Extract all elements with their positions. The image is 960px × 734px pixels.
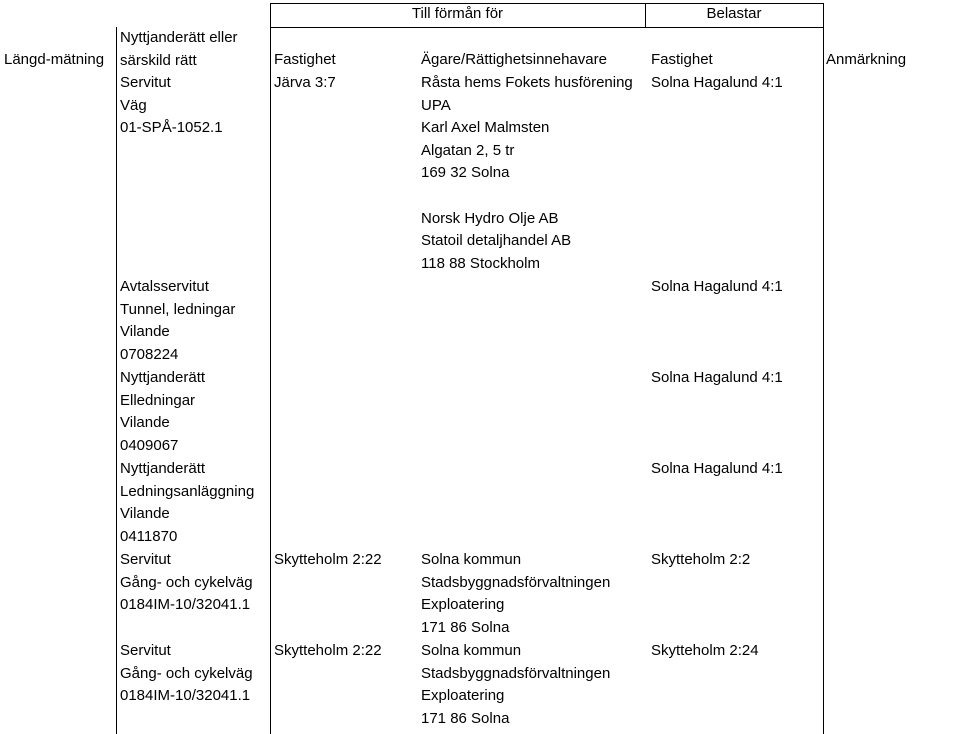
col-header-fastighet-till: Fastighet bbox=[274, 51, 336, 68]
rule-col-left bbox=[116, 27, 117, 734]
row-4-agare bbox=[421, 549, 610, 639]
row-0-fastighet: Järva 3:7 bbox=[274, 74, 336, 91]
row-5-agare bbox=[421, 640, 610, 730]
row-4-fastighet: Skytteholm 2:22 bbox=[274, 551, 382, 568]
col-header-agare: Ägare/Rättighetsinnehavare bbox=[421, 51, 607, 68]
row-0-agare-line: 118 88 Stockholm bbox=[421, 254, 540, 272]
group-header-till: Till förmån för bbox=[411, 5, 504, 22]
row-3-right bbox=[120, 458, 254, 548]
row-0-agare-line: Algatan 2, 5 tr bbox=[421, 141, 515, 159]
row-4-right-line: 0184IM-10/32041.1 bbox=[120, 596, 251, 614]
row-5-right-line: Gång- och cykelväg bbox=[120, 664, 253, 682]
row-4-agare-line: Stadsbyggnadsförvaltningen bbox=[421, 573, 611, 591]
row-2-belastar: Solna Hagalund 4:1 bbox=[651, 369, 783, 386]
row-4-agare-line: 171 86 Solna bbox=[421, 618, 510, 636]
col-header-nyttjande-line1: Nyttjanderätt eller bbox=[120, 29, 238, 46]
row-0-agare-line bbox=[421, 185, 633, 208]
row-3-right-line: Vilande bbox=[120, 505, 170, 523]
row-4-right-line: Gång- och cykelväg bbox=[120, 573, 253, 591]
row-0-agare-line: UPA bbox=[421, 96, 451, 114]
row-3-right-line: Nyttjanderätt bbox=[120, 460, 206, 477]
row-0-agare-line: Karl Axel Malmsten bbox=[421, 119, 550, 137]
row-4-belastar: Skytteholm 2:2 bbox=[651, 551, 751, 568]
rule-col-right-end bbox=[823, 3, 824, 734]
row-1-right-line: Vilande bbox=[120, 323, 170, 341]
col-header-nyttjande-line2: särskild rätt bbox=[120, 51, 197, 69]
row-1-belastar: Solna Hagalund 4:1 bbox=[651, 278, 783, 295]
row-5-agare-line: Solna kommun bbox=[421, 642, 522, 659]
row-3-belastar: Solna Hagalund 4:1 bbox=[651, 460, 783, 477]
row-5-agare-line: 171 86 Solna bbox=[421, 709, 510, 727]
col-header-nyttjande bbox=[120, 27, 238, 72]
row-5-right-line: Servitut bbox=[120, 642, 171, 659]
row-5-right-line: 0184IM-10/32041.1 bbox=[120, 687, 251, 705]
row-0-right bbox=[120, 72, 223, 140]
row-3-right-line: 0411870 bbox=[120, 527, 178, 545]
row-0-agare bbox=[421, 72, 633, 275]
row-5-right bbox=[120, 640, 253, 708]
row-1-right bbox=[120, 276, 235, 366]
row-0-agare-line: Statoil detaljhandel AB bbox=[421, 232, 572, 250]
row-0-agare-line: 169 32 Solna bbox=[421, 164, 510, 182]
row-2-right-line: Vilande bbox=[120, 414, 170, 432]
row-0-right-line: Väg bbox=[120, 96, 147, 114]
row-5-belastar: Skytteholm 2:24 bbox=[651, 642, 759, 659]
col-header-anmarkning: Anmärkning bbox=[826, 51, 907, 68]
row-4-agare-line: Exploatering bbox=[421, 596, 505, 614]
row-4-right-line: Servitut bbox=[120, 551, 171, 568]
row-0-belastar: Solna Hagalund 4:1 bbox=[651, 74, 783, 91]
group-header-belastar: Belastar bbox=[706, 5, 762, 22]
row-2-right-line: Elledningar bbox=[120, 391, 196, 409]
row-5-fastighet: Skytteholm 2:22 bbox=[274, 642, 382, 659]
row-0-agare-line: Norsk Hydro Olje AB bbox=[421, 209, 559, 227]
col-header-fastighet-belastar: Fastighet bbox=[651, 51, 713, 68]
row-0-right-line: Servitut bbox=[120, 74, 171, 91]
row-5-agare-line: Stadsbyggnadsförvaltningen bbox=[421, 664, 611, 682]
row-0-right-line: 01-SPÅ-1052.1 bbox=[120, 119, 223, 137]
row-1-right-line: 0708224 bbox=[120, 345, 179, 363]
row-3-right-line: Ledningsanläggning bbox=[120, 482, 255, 500]
row-1-right-line: Avtalsservitut bbox=[120, 278, 209, 295]
row-0-agare-line: Råsta hems Fokets husförening bbox=[421, 74, 633, 91]
row-2-right-line: Nyttjanderätt bbox=[120, 369, 206, 386]
row-4-right bbox=[120, 549, 253, 617]
row-1-right-line: Tunnel, ledningar bbox=[120, 300, 236, 318]
row-2-right bbox=[120, 367, 205, 457]
rule-group-bottom bbox=[270, 27, 824, 28]
row-2-right-line: 0409067 bbox=[120, 436, 179, 454]
row-5-agare-line: Exploatering bbox=[421, 687, 505, 705]
rule-col-right-start bbox=[270, 3, 271, 734]
col-header-langd: Längd-mätning bbox=[4, 51, 105, 68]
row-4-agare-line: Solna kommun bbox=[421, 551, 522, 568]
